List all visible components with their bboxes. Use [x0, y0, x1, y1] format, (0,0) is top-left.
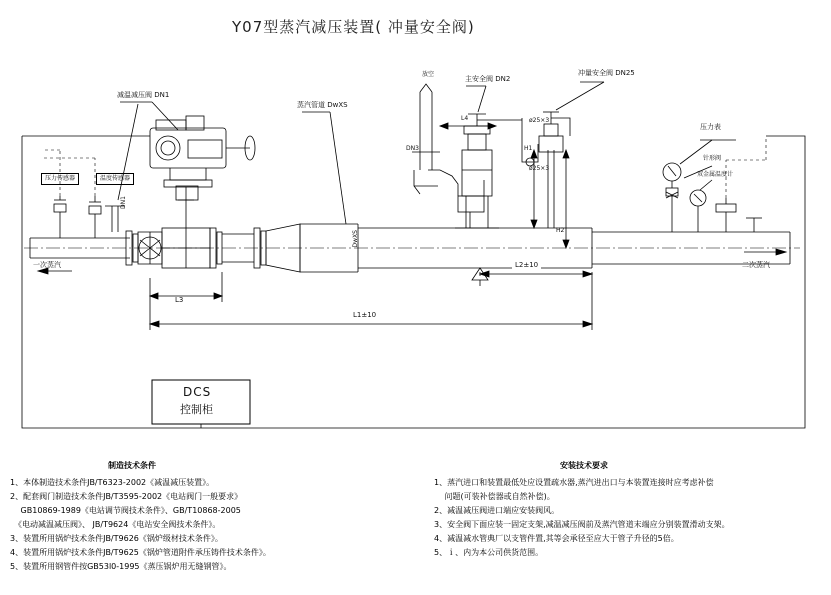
note-item: 1、蒸汽进口和装置最低处应设置疏水器,蒸汽进出口与本装置连接时应考虑补偿: [434, 478, 714, 487]
dcs-box-subtitle: 控制柜: [180, 403, 213, 416]
label-pressure-gauge: 压力表: [700, 123, 721, 131]
label-dn25-a: ø25×3: [529, 117, 550, 124]
note-item: GB10869-1989《电站调节阀技术条件》、GB/T10868-2005: [10, 506, 241, 515]
label-h2: H2: [556, 227, 565, 234]
label-dn1: DN1: [120, 196, 127, 209]
note-item: 4、装置所用锅炉技术条件JB/T9625《锅炉管道附件承压铸件技术条件》。: [10, 548, 271, 557]
note-item: 2、减温减压阀进口端应安装阀风。: [434, 506, 560, 515]
dimension-l2: L2±10: [512, 262, 541, 269]
page-title: Y07型蒸汽减压装置( 冲量安全阀): [232, 18, 475, 36]
label-vent: 放空: [422, 71, 435, 78]
notes-right-heading: 安装技术要求: [560, 461, 608, 470]
label-dn25-b: ø25×3: [529, 165, 550, 172]
label-steam-pipe: 蒸汽管道 DwXS: [297, 101, 348, 109]
label-inlet-steam: 一次蒸汽: [33, 261, 61, 269]
note-item: 问题(可装补偿器或自然补偿)。: [434, 492, 555, 501]
label-l4: L4: [461, 115, 469, 122]
dcs-box-title: DCS: [183, 385, 212, 399]
dimension-l3: L3: [172, 297, 186, 304]
notes-right-list: [434, 476, 831, 560]
notes-left-heading: 制造技术条件: [108, 461, 156, 470]
note-item: 3、装置所用锅炉技术条件JB/T9626《锅炉级材技术条件》。: [10, 534, 223, 543]
label-temp-reducing-valve: 减温减压阀 DN1: [117, 91, 170, 99]
label-dwxs: DwXS: [352, 230, 359, 248]
label-h1: H1: [524, 145, 533, 152]
label-bimetal-thermometer: 双金属温度计: [697, 171, 734, 178]
label-main-safety-valve: 主安全阀 DN2: [465, 75, 511, 83]
label-pressure-transmitter: 压力传感器: [41, 173, 79, 185]
note-item: 5、ｉ、内为本公司供货范围。: [434, 548, 544, 557]
dimension-l1: L1±10: [350, 312, 379, 319]
note-item: 4、减温减水管典厂以支管件置,其等会承径至应大于管子升径的5倍。: [434, 534, 679, 543]
label-temp-transmitter: 温度传感器: [96, 173, 134, 185]
notes-left-list: [10, 476, 410, 574]
note-item: 2、配套阀门制造技术条件JB/T3595-2002《电站阀门一般要求》: [10, 492, 243, 501]
label-impulse-safety-valve: 冲量安全阀 DN25: [578, 69, 635, 77]
note-item: 5、装置所用钢管件按GB53l0-1995《蒸压锅炉用无缝钢管》。: [10, 562, 232, 571]
label-needle-valve: 针形阀: [703, 155, 722, 162]
note-item: 1、本体制造技术条件JB/T6323-2002《减温减压装置》。: [10, 478, 215, 487]
note-item: 《电动减温减压阀》、 JB/T9624《电站安全阀技术条件》。: [10, 520, 221, 529]
note-item: 3、安全阀下面应装一固定支架,减温减压阀前及蒸汽管道末端应分别装置滑动支架。: [434, 520, 730, 529]
label-dn3: DN3: [406, 145, 419, 152]
label-outlet-steam: 二次蒸汽: [742, 261, 770, 269]
